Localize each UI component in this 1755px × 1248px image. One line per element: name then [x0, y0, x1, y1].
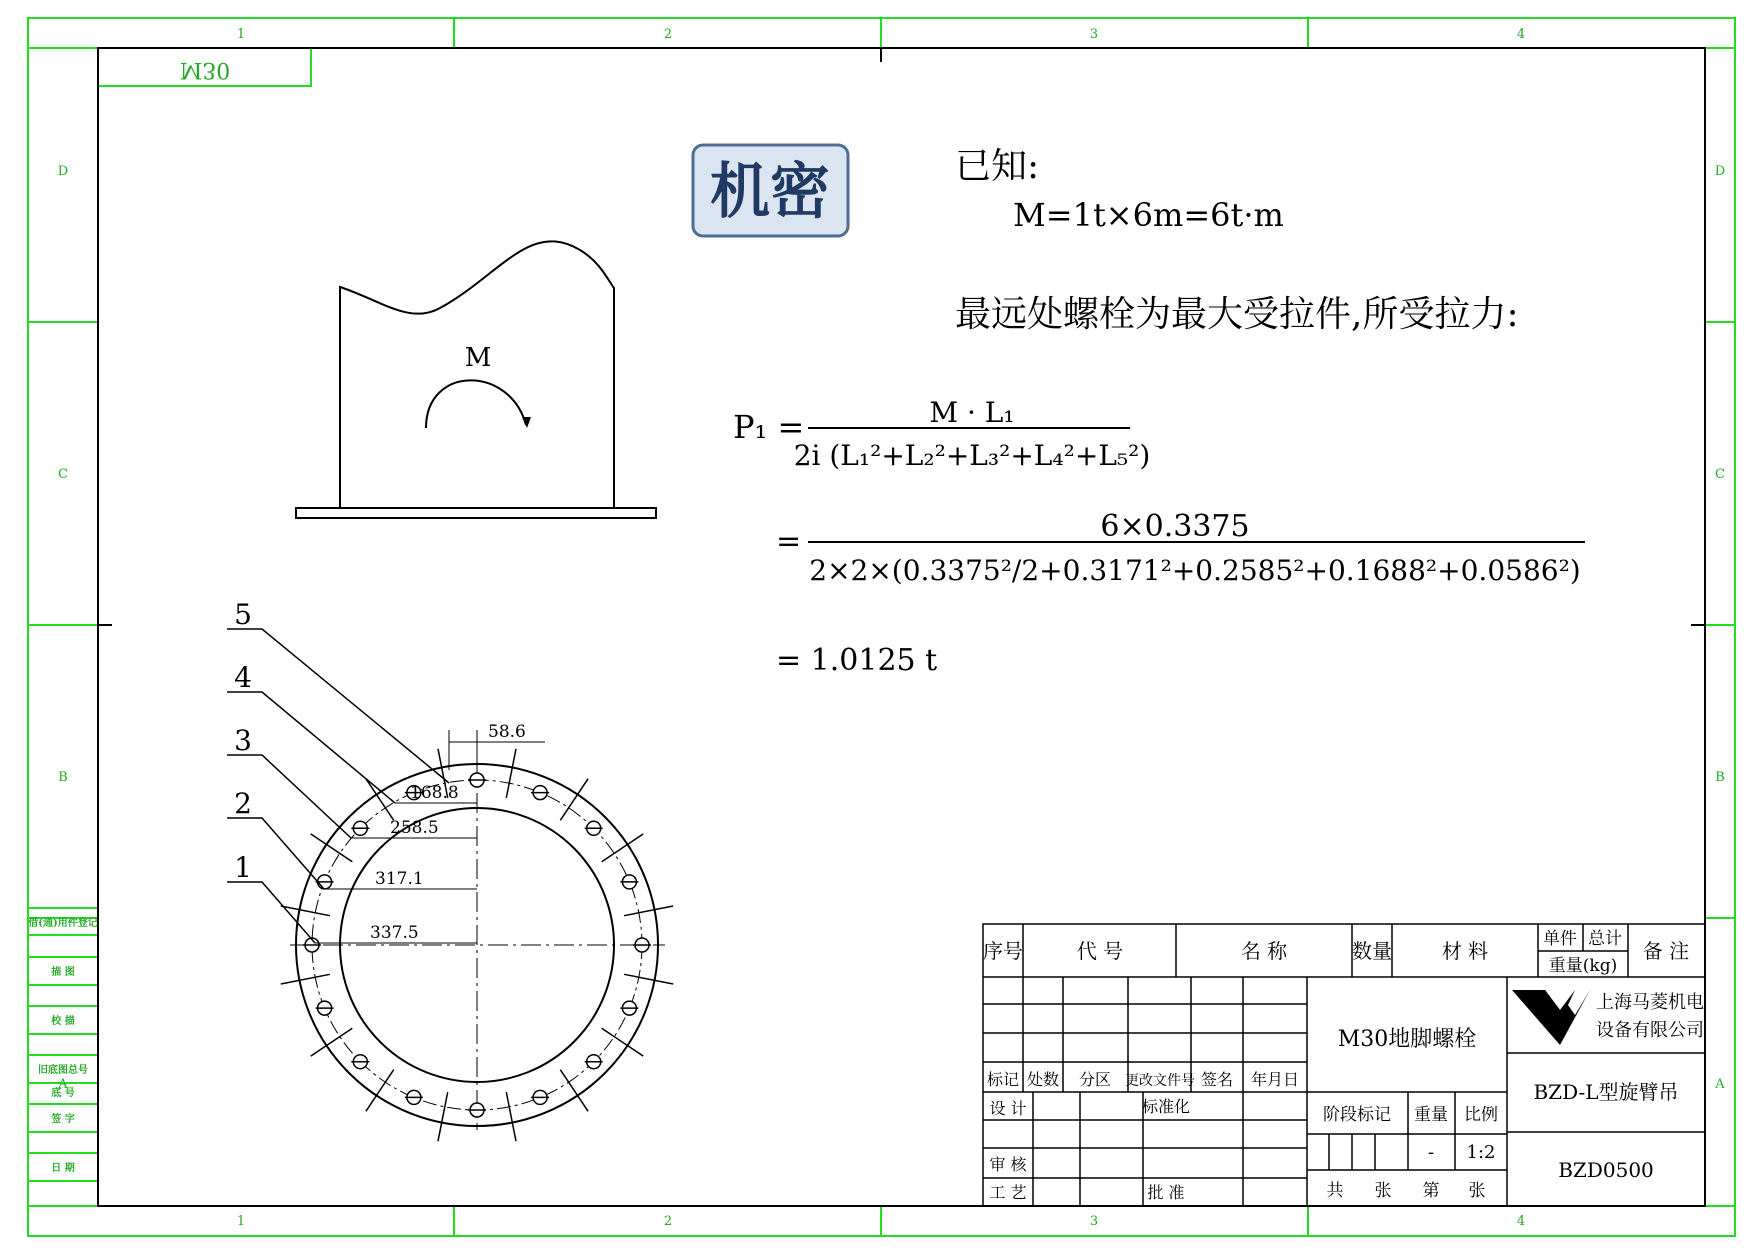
radial-tick	[506, 1092, 516, 1141]
zone-col-3: 3	[1089, 27, 1099, 42]
rev-date: 年月日	[1250, 1070, 1300, 1089]
product-name: BZD-L型旋臂吊	[1533, 1080, 1679, 1104]
dim-168-8: 168.8	[410, 783, 459, 803]
sheets-total: 共	[1326, 1181, 1344, 1201]
zone-row-b-right: B	[1715, 770, 1725, 785]
strip-label-5: 底 号	[51, 1088, 75, 1099]
zone-row-a: A	[58, 1077, 68, 1092]
secret-stamp	[693, 145, 848, 236]
zone-row-d: D	[57, 164, 69, 179]
strip-label-3: 校 描	[51, 1016, 75, 1027]
radial-tick	[624, 974, 673, 984]
formula-eq2: =	[776, 524, 802, 559]
sheets-unit: 张	[1374, 1181, 1392, 1201]
company-line-1: 上海马菱机电	[1596, 992, 1704, 1013]
zone-row-c: C	[58, 467, 68, 482]
sheets-page-unit: 张	[1468, 1181, 1486, 1201]
formula-denominator: 2i (L₁²+L₂²+L₃²+L₄²+L₅²)	[793, 439, 1151, 472]
dim-258-5: 258.5	[390, 818, 439, 838]
zone-col-1-bottom: 1	[236, 1214, 246, 1229]
scale-label: 比例	[1464, 1105, 1498, 1125]
strip-label-4: 旧底图总号	[38, 1065, 88, 1076]
outer-frame	[28, 18, 1735, 1236]
zone-col-2: 2	[663, 27, 673, 42]
dim-337-5: 337.5	[370, 923, 419, 943]
dim-317-1: 317.1	[375, 869, 424, 889]
zone-row-c-right: C	[1715, 467, 1725, 482]
bolt-label-4: 4	[234, 661, 252, 694]
moment-arrow	[426, 380, 526, 428]
hdr-code: 代 号	[1076, 939, 1124, 963]
weight-label: 重量	[1414, 1105, 1448, 1125]
scale-value: 1:2	[1466, 1142, 1496, 1163]
radial-tick	[281, 974, 330, 984]
role-review: 审 核	[989, 1155, 1027, 1174]
role-process: 工 艺	[989, 1183, 1027, 1202]
rev-doc-no: 更改文件号	[1125, 1073, 1195, 1089]
strip-label-7: 日 期	[51, 1163, 75, 1174]
role-standard: 标准化	[1141, 1097, 1191, 1116]
zone-col-4-bottom: 4	[1516, 1214, 1526, 1229]
rev-count: 处数	[1026, 1070, 1060, 1089]
role-design: 设 计	[989, 1099, 1027, 1118]
formula-result: = 1.0125 t	[776, 643, 938, 678]
company-logo	[1512, 990, 1590, 1045]
zone-col-4: 4	[1516, 27, 1526, 42]
dim-58-6: 58.6	[488, 722, 526, 742]
zone-col-3-bottom: 3	[1089, 1214, 1099, 1229]
company-line-2: 设备有限公司	[1596, 1020, 1704, 1041]
radial-tick	[438, 1092, 448, 1141]
radial-tick	[506, 749, 516, 798]
zone-col-1: 1	[236, 27, 246, 42]
moment-symbol: M	[464, 343, 492, 373]
statement-text: 最远处螺栓为最大受拉件,所受拉力:	[955, 294, 1519, 335]
zone-row-b: B	[58, 770, 68, 785]
given-label: 已知:	[955, 146, 1040, 187]
corner-label: M30	[179, 57, 231, 82]
hdr-qty: 数量	[1352, 939, 1392, 963]
drawing-number: BZD0500	[1558, 1158, 1654, 1182]
hdr-unit-weight: 单件	[1543, 929, 1577, 949]
bolt-label-5: 5	[234, 598, 252, 631]
bolt-label-2: 2	[234, 787, 252, 820]
strip-label-6: 签 字	[51, 1114, 75, 1125]
hdr-remarks: 备 注	[1642, 939, 1690, 963]
formula-lhs: P₁ =	[733, 408, 805, 446]
weight-value: -	[1427, 1142, 1435, 1163]
role-approve: 批 准	[1147, 1183, 1185, 1202]
rev-zone: 分区	[1078, 1070, 1112, 1089]
strip-label-2: 描 图	[51, 967, 75, 978]
formula	[733, 396, 1585, 678]
zone-col-2-bottom: 2	[663, 1214, 673, 1229]
part-name: M30地脚螺栓	[1337, 1027, 1477, 1052]
hdr-name: 名 称	[1240, 939, 1288, 963]
bolt-label-3: 3	[234, 724, 252, 757]
stamp-text: 机密	[710, 157, 830, 227]
bolt-labels	[234, 598, 252, 884]
formula-numerator: M · L₁	[929, 396, 1015, 429]
dimension-texts	[370, 722, 526, 943]
hdr-seq: 序号	[983, 939, 1023, 963]
formula-denominator2: 2×2×(0.3375²/2+0.3171²+0.2585²+0.1688²+0.0586²)	[809, 554, 1581, 587]
bolt-label-1: 1	[234, 851, 252, 884]
moment-equation: M=1t×6m=6t·m	[1013, 196, 1284, 234]
hdr-total-weight: 总计	[1588, 929, 1622, 949]
flange-plan	[281, 749, 673, 1141]
column-sketch	[296, 241, 656, 518]
sheets-page: 第	[1422, 1181, 1440, 1201]
title-block-text	[983, 929, 1704, 1202]
strip-label-1: 借(通)用件登记	[28, 918, 98, 929]
left-strip	[28, 916, 97, 1174]
hdr-material: 材 料	[1441, 939, 1489, 963]
rev-sign: 签名	[1200, 1070, 1234, 1089]
radial-tick	[281, 906, 330, 916]
rev-mark: 标记	[986, 1070, 1020, 1089]
zone-row-d-right: D	[1714, 164, 1726, 179]
zone-row-a-right: A	[1715, 1077, 1725, 1092]
radial-tick	[624, 906, 673, 916]
formula-numerator2: 6×0.3375	[1100, 509, 1250, 544]
hdr-weight-kg: 重量(kg)	[1548, 956, 1618, 976]
stage-mark-label: 阶段标记	[1323, 1105, 1391, 1125]
